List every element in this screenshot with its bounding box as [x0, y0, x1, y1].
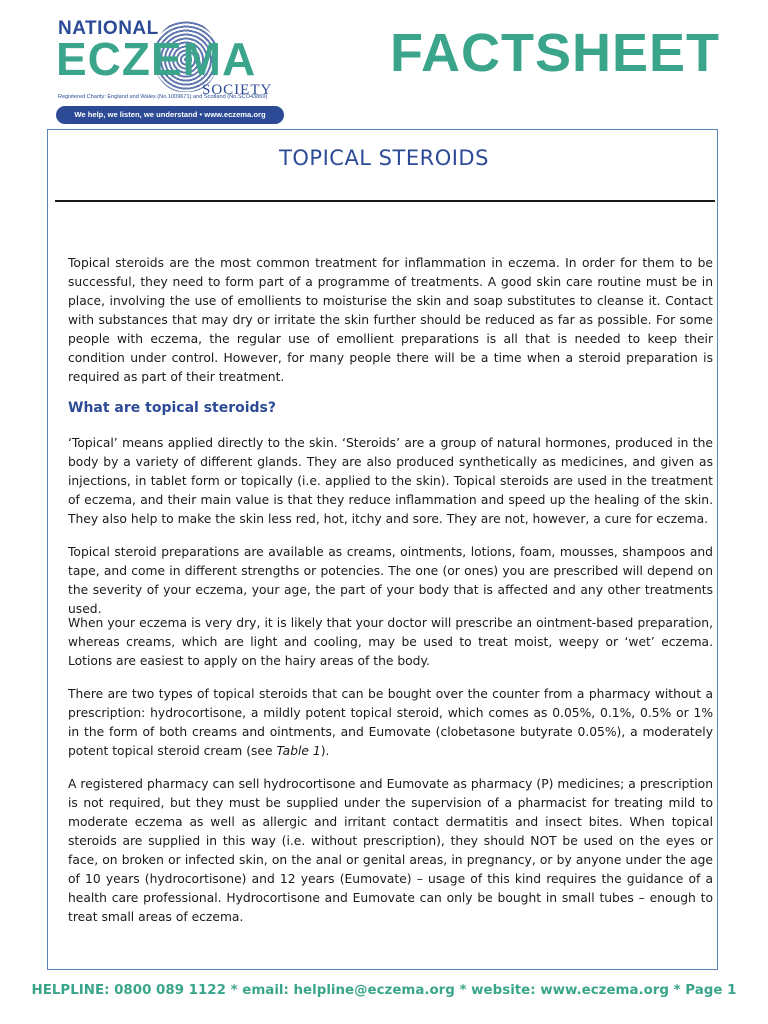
- footer-contact: HELPLINE: 0800 089 1122 * email: helpline@eczema.org * website: www.eczema.org * Page 1: [31, 983, 737, 998]
- paragraph-definition: ‘Topical’ means applied directly to the skin. ‘Steroids’ are a group of natural hormones, produced in the body by a variety of different glands. They are also produced synthetically as medicines, and given as injections, in tablet form or topically (i.e. applied to the skin). Topical steroids are used in the treatment of eczema, and their main value is that they reduce inflammation and speed up the healing of the skin. They also help to make the skin less red, hot, itchy and sore. They are not, however, a cure for eczema.: [68, 436, 713, 526]
- eczema-society-logo: [56, 18, 286, 126]
- charity-registration: Registered Charity: England and Wales (No.1009671) and Scotland (No.SCO43869): [58, 94, 268, 100]
- logo-national-text: NATIONAL: [58, 18, 159, 39]
- logo-society-text: SOCIETY: [202, 82, 273, 98]
- title-divider: [55, 200, 715, 202]
- paragraph-over-the-counter: [68, 685, 713, 761]
- section-heading: What are topical steroids?: [68, 400, 277, 416]
- table-reference: Table 1: [276, 744, 321, 758]
- page-title: TOPICAL STEROIDS: [279, 146, 489, 170]
- logo-tagline: We help, we listen, we understand • www.eczema.org: [56, 106, 284, 124]
- logo-eczema-text: ECZEMA: [56, 33, 257, 85]
- otc-text-after: ).: [320, 744, 330, 758]
- factsheet-badge: FACTSHEET: [389, 23, 720, 83]
- intro-paragraph: Topical steroids are the most common treatment for inflammation in eczema. In order for them to be successful, they need to form part of a programme of treatments. A good skin care routine must be in place, involving the use of emollients to moisturise the skin and soap substitutes to cleanse it. Contact with substances that may dry or irritate the skin further should be reduced as far as possible. For some people with eczema, the regular use of emollient preparations is all that is needed to keep their condition under control. However, for many people there will be a time when a steroid preparation is required as part of their treatment.: [68, 256, 713, 384]
- paragraph-preparations: Topical steroid preparations are available as creams, ointments, lotions, foam, mousses, shampoos and tape, and come in different strengths or potencies. The one (or ones) you are prescribed will depend on the severity of your eczema, your age, the part of your body that is affected and any other treatments used.: [68, 545, 713, 616]
- otc-text-before: There are two types of topical steroids that can be bought over the counter from a pharmacy without a prescription: hydrocortisone, a mildly potent topical steroid, which comes as 0.05%, 0.1%, 0.5% or 1% in the form of both creams and ointments, and Eumovate (clobetasone butyrate 0.05%), a moderately potent topical steroid cream (see: [68, 687, 713, 758]
- paragraph-ointments-creams: When your eczema is very dry, it is likely that your doctor will prescribe an ointment-based preparation, whereas creams, which are light and cooling, may be used to treat moist, weepy or ‘wet’ eczema. Lotions are easiest to apply on the hairy areas of the body.: [68, 616, 713, 668]
- paragraph-pharmacy-medicines: A registered pharmacy can sell hydrocortisone and Eumovate as pharmacy (P) medicines; a prescription is not required, but they must be supplied under the supervision of a pharmacist for treating mild to moderate eczema as well as allergic and irritant contact dermatitis and insect bites. When topical steroids are supplied in this way (i.e. without prescription), they should NOT be used on the eyes or face, on broken or infected skin, on the anal or genital areas, in pregnancy, or by anyone under the age of 10 years (hydrocortisone) and 12 years (Eumovate) – usage of this kind requires the guidance of a health care professional. Hydrocortisone and Eumovate can only be bought in small tubes – enough to treat small areas of eczema.: [68, 777, 713, 924]
